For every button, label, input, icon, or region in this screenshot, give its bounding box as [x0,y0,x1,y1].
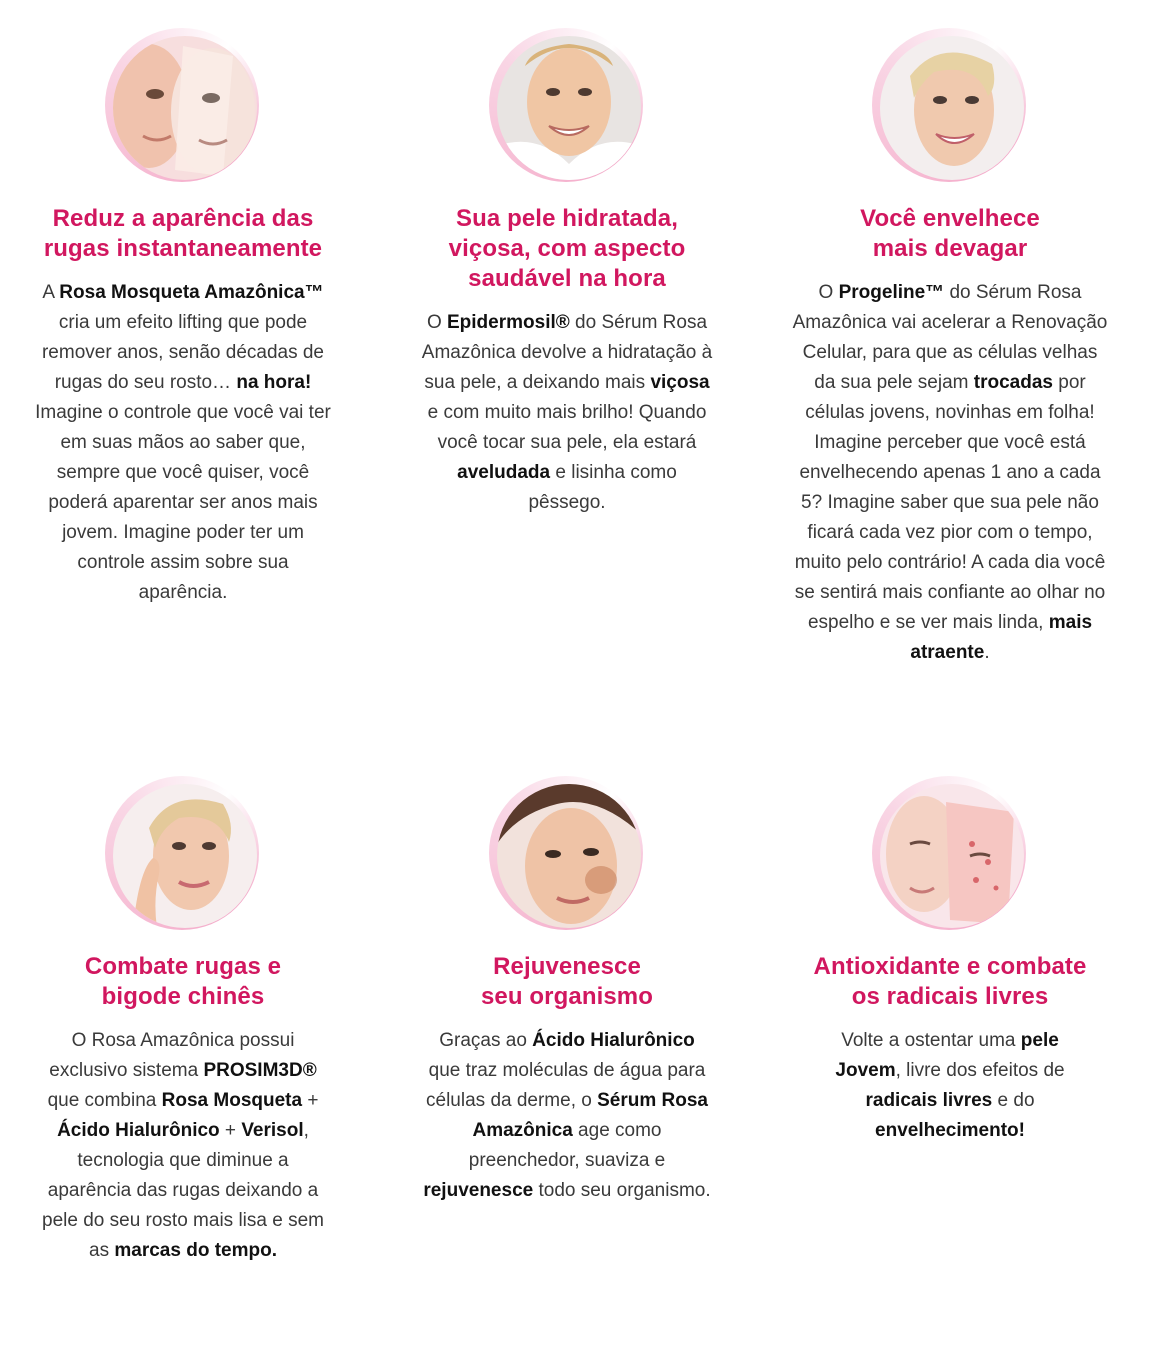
bold-span: mais atraente [910,612,1093,663]
avatar [874,778,1026,930]
bold-span: Progeline™ [838,282,945,303]
benefit-card-expression-lines [18,778,348,1266]
title-line: Rejuvenesce [493,953,641,980]
smiling-mature-woman-icon [880,36,1024,180]
text-span: O Rosa Amazônica possui exclusivo sistema [49,1030,295,1081]
text-span: Volte a ostentar uma [841,1030,1021,1051]
bold-span: Sérum Rosa Amazônica [472,1090,708,1141]
title-line: bigode chinês [101,983,265,1010]
text-span: que traz moléculas de água para células da derme, o [426,1060,706,1111]
benefit-description [813,1026,1088,1146]
text-span: e do [992,1090,1035,1111]
bold-span: na hora! [236,372,312,393]
title-line: rugas instantaneamente [43,235,323,262]
benefit-title [785,204,1115,264]
bold-span: PROSIM3D® [203,1060,317,1081]
text-span: do Sérum Rosa Amazônica vai acelerar a Renovação Celular, para que as células velhas da sua pele sejam [792,282,1108,393]
bold-span: Rosa Mosqueta [161,1090,303,1111]
text-span: que combina [47,1090,162,1111]
avatar [491,778,643,930]
bold-span: envelhecimento! [875,1120,1025,1141]
text-span: + [219,1120,242,1141]
benefit-title [18,204,348,264]
title-line: Sua pele hidratada, [456,205,678,232]
text-span: + [302,1090,319,1111]
benefit-card-antioxidant [785,778,1115,1146]
benefit-card-wrinkles [18,30,348,608]
woman-skin-spots-icon [497,784,641,928]
benefit-description [417,308,717,518]
benefit-description [422,1026,712,1206]
benefit-card-aging [785,30,1115,668]
bold-span: rejuvenesce [423,1180,534,1201]
benefit-title [785,952,1115,1012]
benefit-title [402,204,732,294]
text-span: Imagine o controle que você vai ter em suas mãos ao saber que, sempre que você quiser, você poderá aparentar ser anos mais jovem. Imagine poder ter um controle assim sobre sua aparência. [35,402,331,603]
bold-span: radicais livres [865,1090,993,1111]
avatar [107,30,259,182]
text-span: do Sérum Rosa Amazônica devolve a hidratação à sua pele, a deixando mais [421,312,713,393]
avatar [491,30,643,182]
title-line: viçosa, com aspecto [448,235,686,262]
title-line: saudável na hora [468,265,666,292]
bold-span: pele Jovem [835,1030,1059,1081]
woman-face-mask-icon [113,36,257,180]
bold-span: Ácido Hialurônico [532,1030,695,1051]
text-span: A [42,282,60,303]
smiling-woman-towel-icon [497,36,641,180]
text-span: por células jovens, novinhas em folha! Imagine perceber que você está envelhecendo apenas 1 ano a cada 5? Imagine saber que sua pele não ficará cada vez pior com o tempo, muito pelo contrário! A cada dia você se sentirá mais confiante ao olhar no espelho e se ver mais linda, [794,372,1106,633]
text-span: e lisinha como pêssego. [528,462,677,513]
avatar [107,778,259,930]
benefit-description [793,278,1108,668]
bold-span: trocadas [973,372,1053,393]
text-span: , livre dos efeitos de [895,1060,1065,1081]
text-span: Graças ao [439,1030,533,1051]
bold-span: marcas do tempo. [114,1240,277,1261]
title-line: os radicais livres [851,983,1049,1010]
benefit-card-rejuvenation [402,778,732,1206]
text-span: todo seu organismo. [533,1180,711,1201]
avatar [874,30,1026,182]
text-span: O [818,282,839,303]
benefit-description [38,1026,328,1266]
bold-span: Verisol [241,1120,304,1141]
bold-span: aveludada [457,462,551,483]
text-span: , tecnologia que diminue a aparência das rugas deixando a pele do seu rosto mais lisa e sem as [42,1120,324,1261]
bold-span: Rosa Mosqueta Amazônica™ [59,282,324,303]
benefit-card-hydration [402,30,732,518]
text-span: cria um efeito lifting que pode remover anos, senão décadas de rugas do seu rosto… [41,312,324,393]
title-line: Combate rugas e [84,953,282,980]
bold-span: Ácido Hialurônico [57,1120,220,1141]
title-line: Você envelhece [860,205,1040,232]
benefit-description [31,278,336,608]
text-span: age como preenchedor, suaviza e [468,1120,666,1171]
benefit-title [18,952,348,1012]
text-span: e com muito mais brilho! Quando você tocar sua pele, ela estará [427,402,707,453]
text-span: . [984,642,990,663]
title-line: seu organismo [480,983,653,1010]
title-line: Reduz a aparência das [52,205,314,232]
title-line: Antioxidante e combate [813,953,1087,980]
text-span: O [426,312,447,333]
bold-span: Epidermosil® [447,312,570,333]
benefit-title [402,952,732,1012]
title-line: mais devagar [872,235,1028,262]
bold-span: viçosa [650,372,710,393]
woman-touching-face-icon [113,784,257,928]
woman-acne-mask-icon [880,784,1024,928]
